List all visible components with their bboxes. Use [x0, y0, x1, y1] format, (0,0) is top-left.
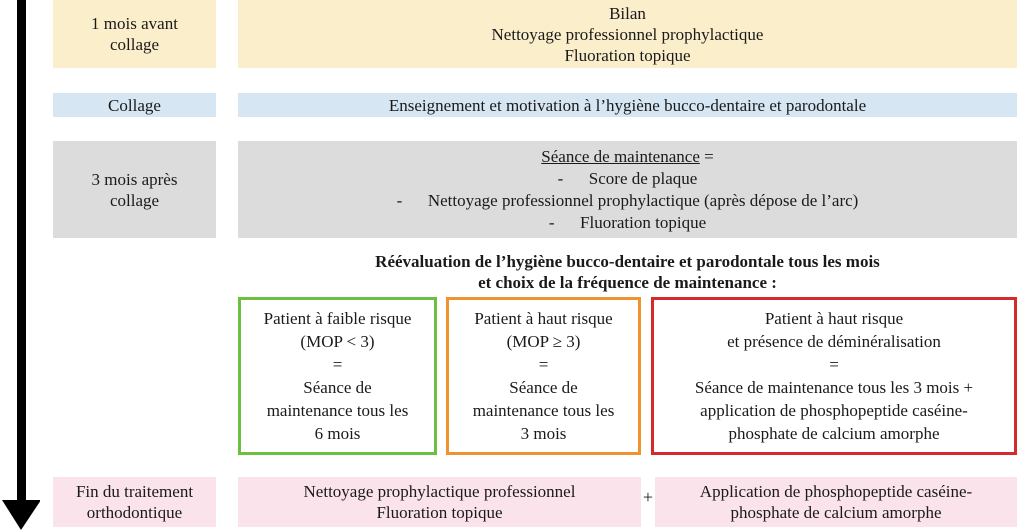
plus-sign — [641, 485, 655, 509]
label-text: Collage — [108, 95, 161, 115]
box-line: maintenance tous les — [472, 401, 615, 420]
label-bonding — [53, 93, 216, 117]
content-line: Application de phosphopeptide caséine- — [699, 482, 973, 501]
label-line: collage — [109, 35, 160, 54]
label-line: orthodontique — [86, 503, 183, 522]
box-line: = — [332, 355, 343, 374]
content-before-bonding — [238, 0, 1017, 68]
box-line: et présence de déminéralisation — [727, 332, 941, 351]
maintenance-title: Séance de maintenance — [541, 146, 700, 166]
plus-text: + — [642, 486, 654, 507]
box-line: Séance de — [509, 378, 578, 397]
content-line: Bilan — [609, 3, 646, 23]
box-line: (MOP < 3) — [300, 332, 375, 351]
content-maintenance-session — [238, 141, 1017, 238]
label-before-bonding — [53, 0, 216, 68]
box-line: Séance de maintenance tous les 3 mois + — [694, 378, 974, 397]
maintenance-bullet: - Fluoration topique — [548, 212, 707, 232]
box-line: = — [538, 355, 549, 374]
maintenance-bullet: - Nettoyage professionnel prophylactique (après dépose de l’arc) — [396, 190, 859, 210]
content-line: Nettoyage professionnel prophylactique — [491, 24, 764, 44]
box-line: phosphate de calcium amorphe — [728, 424, 940, 443]
timeline-arrow-head — [2, 500, 40, 530]
box-line: Séance de — [303, 378, 372, 397]
reevaluation-heading — [238, 250, 1017, 294]
maintenance-bullet: - Score de plaque — [557, 168, 698, 188]
content-line: Fluoration topique — [564, 45, 691, 65]
maintenance-title-suffix: = — [699, 146, 714, 166]
label-after-bonding — [53, 141, 216, 238]
high-risk-box — [446, 297, 641, 455]
box-line: (MOP ≥ 3) — [506, 332, 581, 351]
label-line: Fin du traitement — [75, 482, 194, 501]
box-line: Patient à haut risque — [764, 309, 904, 328]
label-line: 3 mois après — [91, 169, 178, 189]
box-line: = — [829, 355, 839, 374]
label-line: collage — [109, 190, 160, 210]
content-bonding — [238, 93, 1017, 117]
timeline-arrow — [0, 0, 40, 532]
content-line: Fluoration topique — [376, 503, 503, 522]
box-line: Patient à faible risque — [263, 309, 412, 328]
reevaluation-line: et choix de la fréquence de maintenance : — [478, 273, 777, 292]
box-line: application de phosphopeptide caséine- — [700, 401, 968, 420]
content-text: Enseignement et motivation à l’hygiène bucco-dentaire et parodontale — [388, 95, 867, 115]
maintenance-title-line — [541, 146, 713, 168]
demineralisation-risk-box — [651, 297, 1017, 455]
box-line: 3 mois — [520, 424, 567, 443]
content-line: phosphate de calcium amorphe — [730, 503, 942, 522]
timeline-arrow-shaft — [17, 0, 26, 508]
box-line: 6 mois — [314, 424, 361, 443]
end-cpp-acp-application — [655, 477, 1017, 527]
content-line: Nettoyage prophylactique professionnel — [303, 482, 576, 501]
end-cleaning-fluoride — [238, 477, 641, 527]
low-risk-box — [238, 297, 437, 455]
box-line: Patient à haut risque — [474, 309, 613, 328]
label-line: 1 mois avant — [91, 14, 178, 33]
box-line: maintenance tous les — [266, 401, 409, 420]
reevaluation-line: Réévaluation de l’hygiène bucco-dentaire et parodontale tous les mois — [375, 252, 880, 271]
label-end-of-treatment — [53, 477, 216, 527]
